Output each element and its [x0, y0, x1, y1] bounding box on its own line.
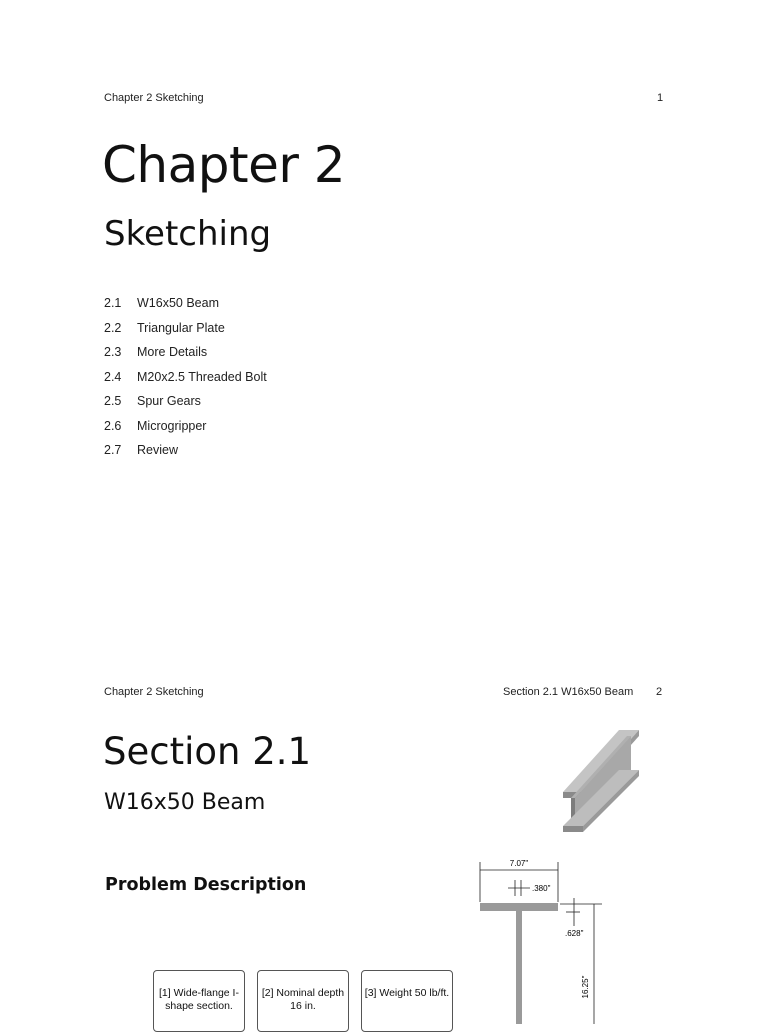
chapter-title: Chapter 2: [102, 136, 346, 194]
dim-flange-thickness: .628": [565, 929, 584, 938]
toc-number: 2.2: [104, 320, 122, 335]
dim-web-thickness: .380": [532, 884, 551, 893]
toc-label: Triangular Plate: [137, 320, 225, 335]
callout-box: [257, 970, 349, 1032]
callout-text: [3] Weight 50 lb/ft.: [364, 987, 450, 999]
beam-bottom-flange-end: [563, 826, 583, 832]
toc-label: Spur Gears: [137, 394, 201, 408]
toc-label: M20x2.5 Threaded Bolt: [137, 369, 267, 384]
page-number: 1: [657, 92, 664, 104]
toc-item[interactable]: [104, 321, 404, 346]
callout-text: [1] Wide-flange I-shape section.: [159, 987, 239, 1012]
toc-number: 2.4: [104, 369, 122, 384]
toc-number: 2.7: [104, 443, 122, 457]
running-header: Chapter 2 Sketching: [104, 686, 204, 698]
callout-box: [153, 970, 245, 1032]
beam-section-top-flange: [480, 903, 558, 911]
toc-item[interactable]: [104, 443, 404, 468]
toc-label: Microgripper: [137, 418, 207, 433]
running-header: Chapter 2 Sketching: [104, 92, 204, 104]
beam-cross-section-drawing: [470, 852, 610, 1024]
page-number: 2: [656, 686, 663, 698]
toc-number: 2.3: [104, 345, 122, 359]
table-of-contents: [104, 296, 404, 468]
toc-number: 2.6: [104, 418, 122, 433]
beam-section-web: [516, 911, 522, 1024]
toc-number: 2.5: [104, 394, 122, 408]
toc-label: Review: [137, 443, 178, 457]
chapter-subtitle: Sketching: [104, 214, 272, 254]
section-subtitle: W16x50 Beam: [104, 790, 266, 815]
toc-item[interactable]: [104, 345, 404, 370]
toc-item[interactable]: [104, 296, 404, 321]
callout-box: [361, 970, 453, 1032]
toc-label: W16x50 Beam: [137, 296, 219, 310]
section-title: Section 2.1: [103, 730, 312, 773]
callout-text: [2] Nominal depth 16 in.: [261, 987, 345, 1012]
problem-heading: Problem Description: [105, 875, 307, 895]
running-header-section: Section 2.1 W16x50 Beam: [503, 686, 634, 698]
dim-depth: 16.25": [581, 975, 590, 999]
beam-3d-image: [555, 726, 645, 838]
toc-item[interactable]: [104, 394, 404, 419]
toc-number: 2.1: [104, 296, 122, 310]
dim-flange-width: 7.07": [509, 859, 529, 868]
toc-label: More Details: [137, 345, 208, 359]
toc-item[interactable]: [104, 370, 404, 395]
toc-item[interactable]: [104, 419, 404, 444]
